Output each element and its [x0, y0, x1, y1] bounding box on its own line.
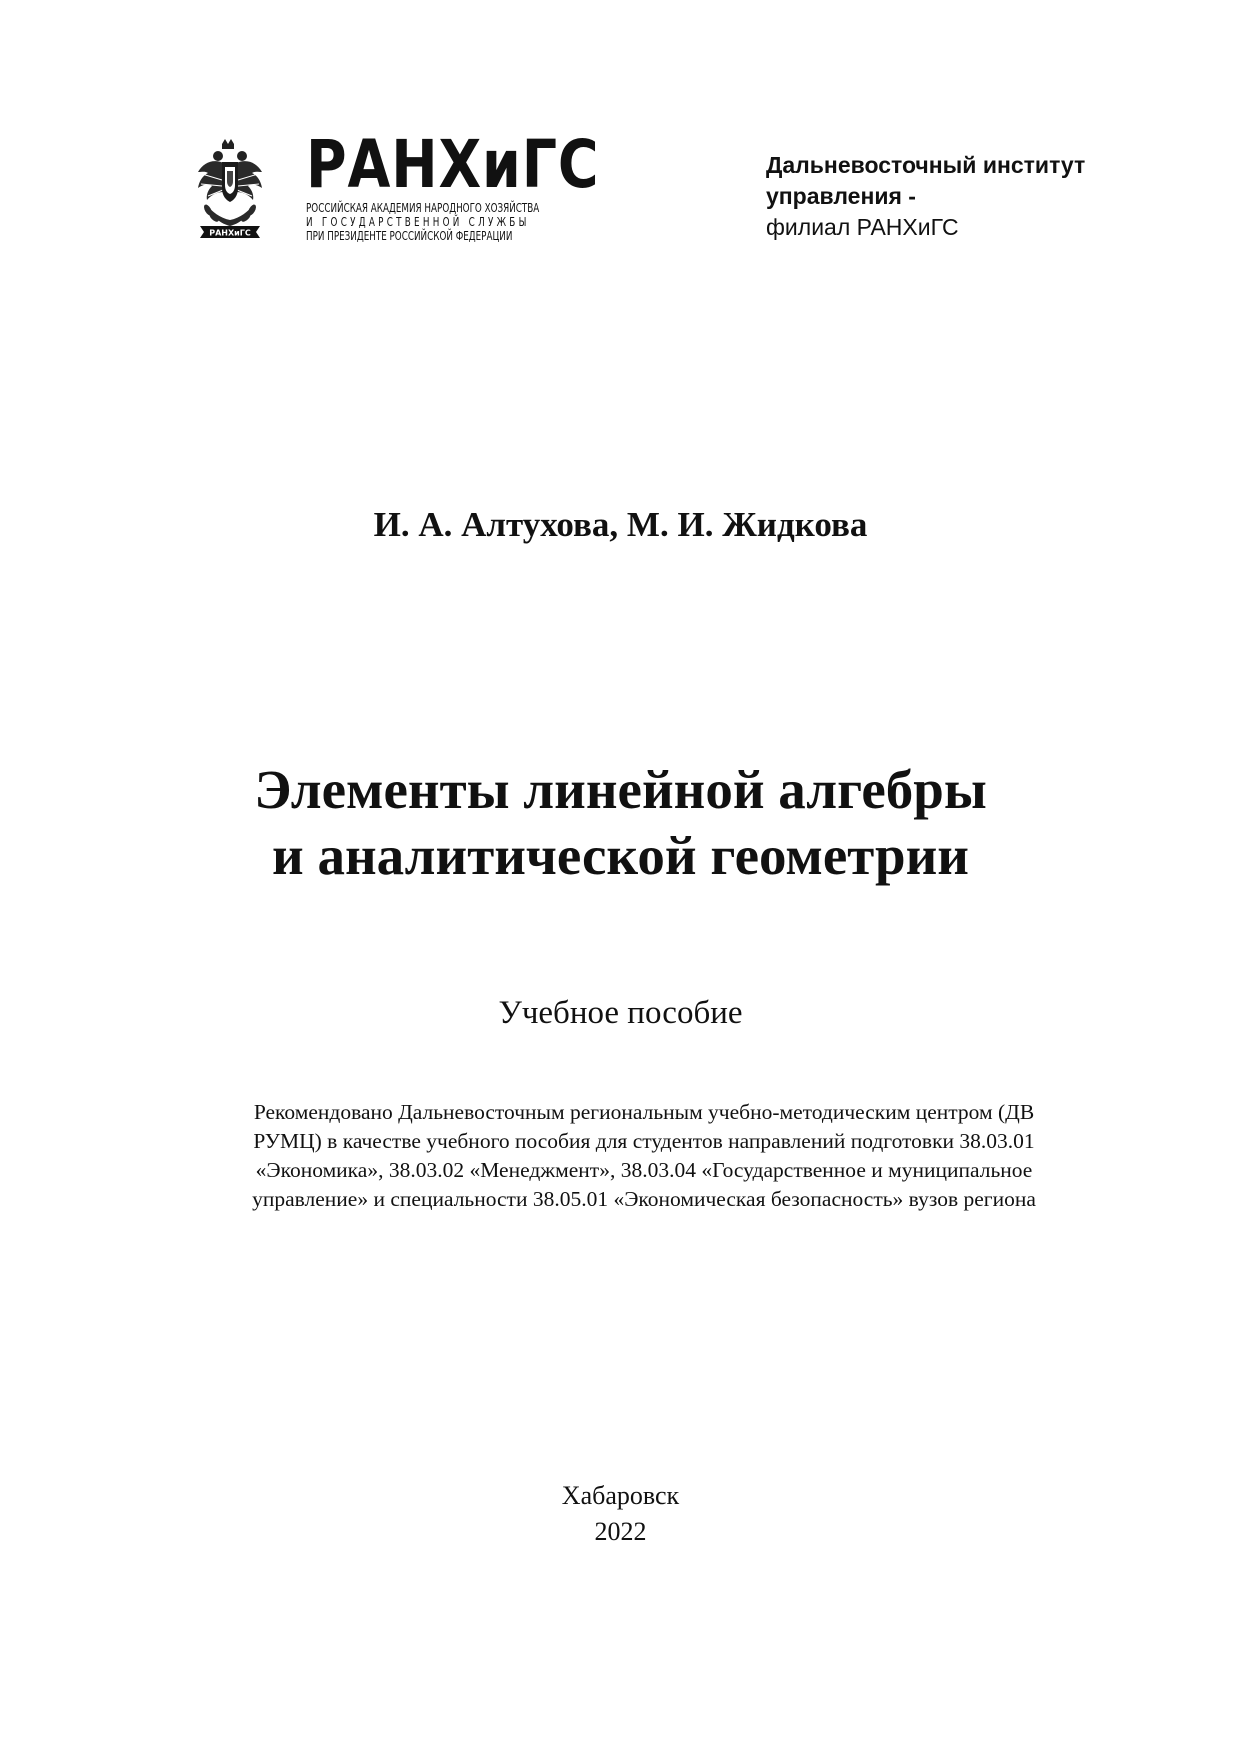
title-line: Элементы линейной алгебры — [254, 759, 987, 820]
publication-year: 2022 — [594, 1517, 647, 1546]
institute-line: Дальневосточный институт — [766, 152, 1086, 178]
institute-line: филиал РАНХиГС — [766, 214, 959, 240]
recommendation-line: «Экономика», 38.03.02 «Менеджмент», 38.03.04 «Государственное и муниципальное — [255, 1158, 1033, 1182]
book-type: Учебное пособие — [498, 995, 743, 1031]
book-title — [0, 757, 1241, 889]
recommendation-line: РУМЦ) в качестве учебного пособия для студентов направлений подготовки 38.03.01 — [253, 1129, 1035, 1153]
logo-wordmark: РАНХиГС — [306, 126, 600, 203]
institute-line: управления - — [766, 183, 916, 209]
recommendation-line: Рекомендовано Дальневосточным региональным учебно-методическим центром (ДВ — [253, 1100, 1035, 1124]
title-line: и аналитической геометрии — [272, 825, 969, 886]
double-headed-eagle-emblem-icon — [196, 138, 264, 242]
recommendation-text — [184, 1098, 1104, 1214]
publication-city: Хабаровск — [561, 1481, 680, 1510]
emblem-ribbon-text: РАНХиГС — [209, 228, 251, 238]
logo-sub-line: РОССИЙСКАЯ АКАДЕМИЯ НАРОДНОГО ХОЗЯЙСТВА — [306, 200, 540, 215]
authors: И. А. Алтухова, М. И. Жидкова — [373, 505, 868, 544]
ranepa-logo — [196, 126, 600, 246]
logo-sub-line: И ГОСУДАРСТВЕННОЙ СЛУЖБЫ — [306, 214, 530, 229]
logo-subtitle — [306, 201, 539, 243]
logo-sub-line: ПРИ ПРЕЗИДЕНТЕ РОССИЙСКОЙ ФЕДЕРАЦИИ — [306, 228, 513, 243]
recommendation-line: управление» и специальности 38.05.01 «Экономическая безопасность» вузов региона — [252, 1187, 1036, 1211]
institute-name — [766, 150, 1085, 243]
